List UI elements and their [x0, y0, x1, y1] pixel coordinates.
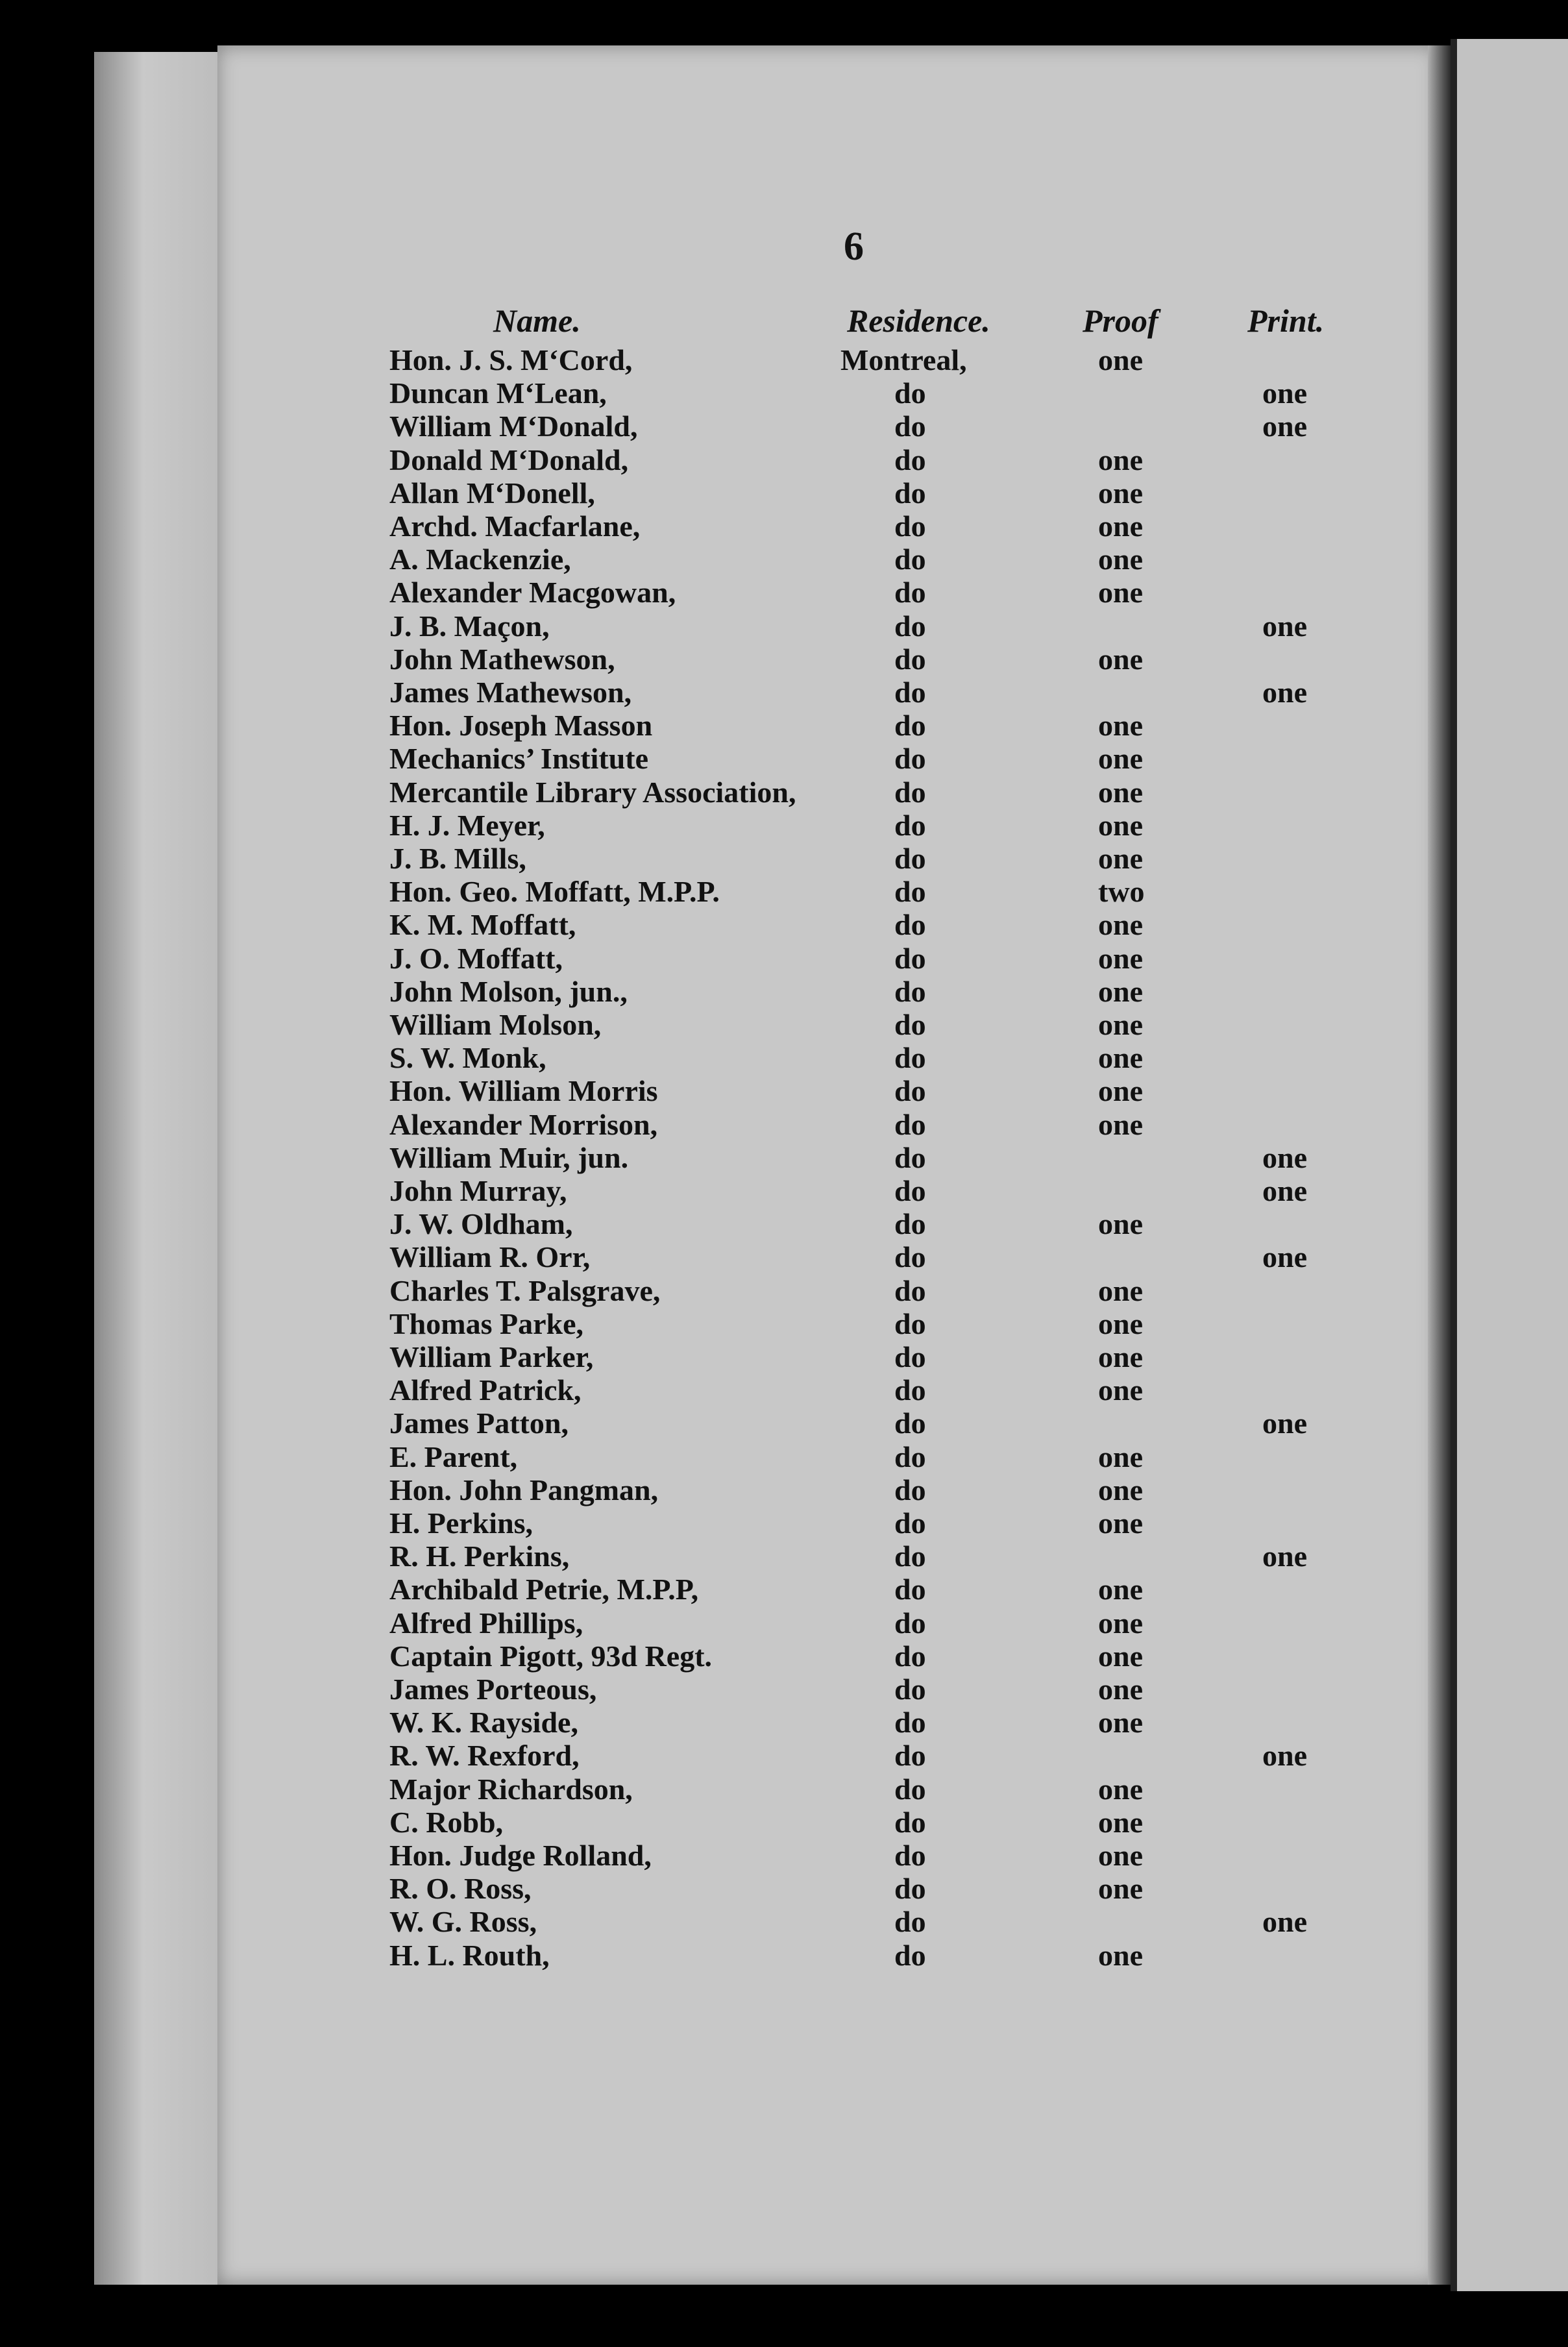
copies-proof: one: [1098, 543, 1143, 576]
copies-proof: one: [1098, 1473, 1143, 1506]
header-residence: Residence.: [847, 302, 990, 339]
subscriber-residence: do: [894, 1805, 926, 1839]
header-proof: Proof: [1083, 302, 1158, 339]
subscriber-residence: do: [894, 1739, 926, 1773]
table-row: [0, 1107, 1568, 1140]
subscriber-name: Hon. William Morris: [389, 1074, 658, 1108]
copies-proof: one: [1098, 1440, 1143, 1473]
table-row: [0, 1406, 1568, 1438]
copies-proof: one: [1098, 1074, 1143, 1108]
subscriber-residence: do: [894, 1573, 926, 1606]
subscriber-name: James Porteous,: [389, 1673, 597, 1706]
subscriber-residence: do: [894, 974, 926, 1008]
subscriber-residence: do: [894, 1673, 926, 1706]
subscriber-name: Archd. Macfarlane,: [389, 510, 641, 543]
table-row: [0, 476, 1568, 508]
subscriber-name: J. B. Maçon,: [389, 609, 550, 643]
table-row: [0, 1705, 1568, 1738]
subscriber-residence: do: [894, 576, 926, 609]
subscriber-name: Alexander Morrison,: [389, 1107, 658, 1141]
copies-proof: one: [1098, 476, 1143, 510]
subscriber-name: Alexander Macgowan,: [389, 576, 676, 609]
table-row: [0, 675, 1568, 707]
copies-print: one: [1262, 1407, 1307, 1440]
copies-proof: one: [1098, 941, 1143, 975]
table-row: [0, 609, 1568, 641]
subscriber-residence: do: [894, 642, 926, 676]
table-row: [0, 1473, 1568, 1505]
subscriber-residence: do: [894, 1473, 926, 1506]
table-row: [0, 1938, 1568, 1971]
table-row: [0, 741, 1568, 774]
table-row: [0, 1772, 1568, 1804]
table-row: [0, 841, 1568, 874]
copies-proof: two: [1098, 875, 1145, 909]
subscriber-name: Hon. John Pangman,: [389, 1473, 659, 1506]
subscriber-residence: do: [894, 1506, 926, 1540]
table-row: [0, 376, 1568, 408]
copies-proof: one: [1098, 1107, 1143, 1141]
copies-proof: one: [1098, 742, 1143, 776]
copies-proof: one: [1098, 1772, 1143, 1806]
copies-proof: one: [1098, 908, 1143, 942]
subscriber-residence: do: [894, 1540, 926, 1573]
subscriber-residence: do: [894, 1107, 926, 1141]
subscriber-residence: do: [894, 1340, 926, 1373]
copies-print: one: [1262, 1905, 1307, 1939]
subscriber-residence: do: [894, 476, 926, 510]
subscriber-residence: do: [894, 1772, 926, 1806]
table-row: [0, 409, 1568, 441]
copies-proof: one: [1098, 1706, 1143, 1739]
subscriber-name: J. B. Mills,: [389, 842, 526, 875]
subscriber-name: J. W. Oldham,: [389, 1207, 573, 1241]
subscriber-residence: do: [894, 742, 926, 776]
subscriber-residence: do: [894, 1839, 926, 1872]
subscriber-residence: do: [894, 1905, 926, 1939]
subscriber-residence: do: [894, 1307, 926, 1340]
subscriber-name: Alfred Phillips,: [389, 1606, 583, 1640]
subscriber-name: H. J. Meyer,: [389, 808, 545, 842]
subscriber-name: Alfred Patrick,: [389, 1373, 582, 1407]
copies-proof: one: [1098, 343, 1143, 376]
subscriber-residence: do: [894, 410, 926, 443]
subscriber-residence: do: [894, 1872, 926, 1906]
subscriber-residence: do: [894, 376, 926, 410]
table-row: [0, 1040, 1568, 1073]
copies-proof: one: [1098, 510, 1143, 543]
copies-print: one: [1262, 376, 1307, 410]
page-number: 6: [844, 225, 864, 269]
subscriber-name: W. K. Rayside,: [389, 1706, 578, 1739]
copies-proof: one: [1098, 1373, 1143, 1407]
subscriber-name: Hon. J. S. M‘Cord,: [389, 343, 633, 376]
copies-proof: one: [1098, 1673, 1143, 1706]
table-row: [0, 1871, 1568, 1904]
copies-proof: one: [1098, 1207, 1143, 1241]
table-row: [0, 1805, 1568, 1837]
copies-proof: one: [1098, 775, 1143, 809]
subscriber-name: A. Mackenzie,: [389, 543, 571, 576]
copies-print: one: [1262, 1739, 1307, 1773]
table-row: [0, 509, 1568, 541]
table-row: [0, 1240, 1568, 1272]
copies-proof: one: [1098, 1340, 1143, 1373]
copies-print: one: [1262, 609, 1307, 643]
table-row: [0, 1838, 1568, 1871]
subscriber-residence: do: [894, 875, 926, 909]
subscriber-name: William Molson,: [389, 1008, 602, 1041]
subscriber-name: S. W. Monk,: [389, 1041, 546, 1075]
table-row: [0, 1672, 1568, 1704]
table-row: [0, 1440, 1568, 1472]
table-row: [0, 708, 1568, 741]
table-row: [0, 343, 1568, 375]
table-row: [0, 874, 1568, 907]
subscriber-residence: do: [894, 1373, 926, 1407]
subscriber-residence: do: [894, 941, 926, 975]
subscriber-name: John Mathewson,: [389, 642, 615, 676]
subscriber-name: James Patton,: [389, 1407, 569, 1440]
copies-proof: one: [1098, 1307, 1143, 1340]
subscriber-name: R. O. Ross,: [389, 1872, 532, 1906]
subscriber-residence: do: [894, 676, 926, 709]
subscriber-name: William R. Orr,: [389, 1240, 591, 1274]
subscriber-name: Mechanics’ Institute: [389, 742, 649, 776]
header-name: Name.: [493, 302, 581, 339]
subscriber-residence: do: [894, 1407, 926, 1440]
copies-print: one: [1262, 1140, 1307, 1174]
subscriber-residence: do: [894, 1938, 926, 1972]
copies-proof: one: [1098, 1041, 1143, 1075]
copies-proof: one: [1098, 1273, 1143, 1307]
copies-print: one: [1262, 1240, 1307, 1274]
table-row: [0, 1539, 1568, 1571]
table-row: [0, 1340, 1568, 1372]
subscriber-name: William Parker,: [389, 1340, 594, 1373]
copies-print: one: [1262, 676, 1307, 709]
subscriber-residence: do: [894, 1440, 926, 1473]
subscriber-name: R. W. Rexford,: [389, 1739, 580, 1773]
subscriber-residence: do: [894, 842, 926, 875]
subscriber-residence: do: [894, 1174, 926, 1207]
subscriber-residence: do: [894, 1706, 926, 1739]
subscriber-name: John Molson, jun.,: [389, 974, 628, 1008]
table-row: [0, 1273, 1568, 1306]
table-row: [0, 1174, 1568, 1206]
copies-proof: one: [1098, 808, 1143, 842]
subscriber-name: Hon. Joseph Masson: [389, 709, 653, 743]
subscriber-name: John Murray,: [389, 1174, 567, 1207]
table-row: [0, 1307, 1568, 1339]
table-row: [0, 1639, 1568, 1671]
subscriber-residence: do: [894, 510, 926, 543]
subscriber-name: C. Robb,: [389, 1805, 504, 1839]
copies-proof: one: [1098, 709, 1143, 743]
copies-proof: one: [1098, 1506, 1143, 1540]
subscriber-name: K. M. Moffatt,: [389, 908, 576, 942]
subscriber-name: Duncan M‘Lean,: [389, 376, 607, 410]
table-row: [0, 1738, 1568, 1771]
copies-proof: one: [1098, 1606, 1143, 1640]
subscriber-residence: do: [894, 775, 926, 809]
subscriber-residence: do: [894, 1240, 926, 1274]
subscriber-residence: do: [894, 1008, 926, 1041]
subscriber-name: Hon. Geo. Moffatt, M.P.P.: [389, 875, 720, 909]
subscriber-name: Allan M‘Donell,: [389, 476, 595, 510]
subscriber-residence: do: [894, 1074, 926, 1108]
subscriber-residence: do: [894, 1207, 926, 1241]
subscriber-name: H. Perkins,: [389, 1506, 533, 1540]
table-row: [0, 1373, 1568, 1405]
table-row: [0, 642, 1568, 674]
table-row: [0, 542, 1568, 574]
table-row: [0, 1207, 1568, 1239]
table-row: [0, 1904, 1568, 1937]
copies-proof: one: [1098, 642, 1143, 676]
subscriber-residence: do: [894, 609, 926, 643]
copies-proof: one: [1098, 842, 1143, 875]
subscriber-name: R. H. Perkins,: [389, 1540, 570, 1573]
subscriber-residence: do: [894, 1639, 926, 1673]
subscriber-name: W. G. Ross,: [389, 1905, 537, 1939]
subscriber-name: Major Richardson,: [389, 1772, 633, 1806]
subscriber-residence: Montreal,: [840, 343, 967, 376]
subscriber-name: Archibald Petrie, M.P.P,: [389, 1573, 699, 1606]
table-row: [0, 1007, 1568, 1040]
copies-proof: one: [1098, 1938, 1143, 1972]
copies-print: one: [1262, 1540, 1307, 1573]
subscriber-residence: do: [894, 908, 926, 942]
subscriber-name: William Muir, jun.: [389, 1140, 629, 1174]
table-row: [0, 443, 1568, 475]
subscriber-residence: do: [894, 543, 926, 576]
copies-proof: one: [1098, 974, 1143, 1008]
copies-proof: one: [1098, 1573, 1143, 1606]
subscriber-name: Charles T. Palsgrave,: [389, 1273, 661, 1307]
table-row: [0, 1572, 1568, 1604]
copies-proof: one: [1098, 576, 1143, 609]
table-row: [0, 907, 1568, 940]
subscriber-name: Hon. Judge Rolland,: [389, 1839, 652, 1872]
copies-proof: one: [1098, 1872, 1143, 1906]
copies-proof: one: [1098, 1805, 1143, 1839]
table-row: [0, 775, 1568, 807]
table-row: [0, 575, 1568, 608]
table-row: [0, 808, 1568, 841]
table-row: [0, 1074, 1568, 1106]
table-row: [0, 974, 1568, 1007]
subscriber-name: Mercantile Library Association,: [389, 775, 796, 809]
subscriber-name: J. O. Moffatt,: [389, 941, 563, 975]
subscriber-name: Donald M‘Donald,: [389, 443, 629, 476]
copies-print: one: [1262, 1174, 1307, 1207]
table-row: [0, 1506, 1568, 1538]
copies-proof: one: [1098, 443, 1143, 476]
subscriber-residence: do: [894, 1273, 926, 1307]
subscriber-name: William M‘Donald,: [389, 410, 638, 443]
table-row: [0, 941, 1568, 974]
subscriber-residence: do: [894, 709, 926, 743]
table-row: [0, 1140, 1568, 1173]
subscriber-name: H. L. Routh,: [389, 1938, 550, 1972]
subscriber-name: Captain Pigott, 93d Regt.: [389, 1639, 713, 1673]
table-row: [0, 1606, 1568, 1638]
subscriber-residence: do: [894, 1606, 926, 1640]
header-print: Print.: [1247, 302, 1325, 339]
copies-print: one: [1262, 410, 1307, 443]
subscriber-residence: do: [894, 808, 926, 842]
subscriber-name: James Mathewson,: [389, 676, 632, 709]
copies-proof: one: [1098, 1008, 1143, 1041]
subscriber-residence: do: [894, 443, 926, 476]
copies-proof: one: [1098, 1839, 1143, 1872]
subscriber-residence: do: [894, 1140, 926, 1174]
subscriber-residence: do: [894, 1041, 926, 1075]
copies-proof: one: [1098, 1639, 1143, 1673]
subscriber-name: E. Parent,: [389, 1440, 518, 1473]
subscriber-name: Thomas Parke,: [389, 1307, 583, 1340]
